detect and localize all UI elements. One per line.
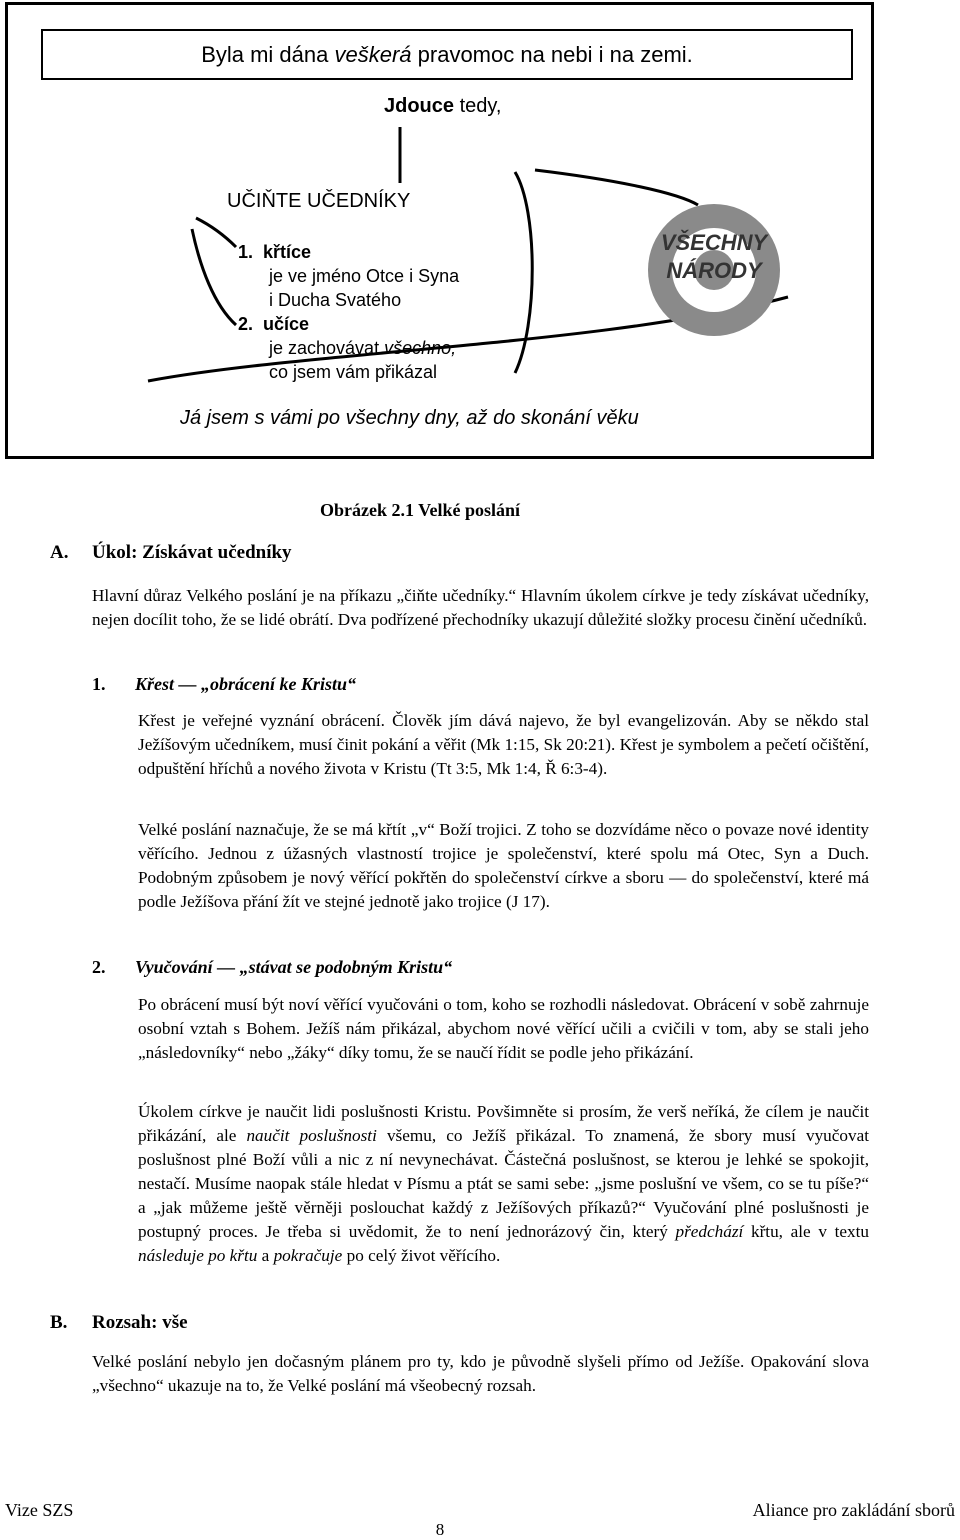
item2-line1: [238, 336, 459, 360]
sub1-num: 1.: [92, 674, 106, 694]
item2-line1-em: všechno,: [384, 338, 457, 358]
item1-line2: i Ducha Svatého: [269, 290, 402, 310]
sub2-p2-em2: předchází: [675, 1222, 744, 1241]
sub2-p2-b: všemu, co Ježíš přikázal. To znamená, že sbory musí vyučovat poslušnost plné Boží vůli a nic z ní nevynechávat. Částečná poslušnost, se kterou je lehké se spokojit, nestačí. Musíme naopak stále hledat v Písmu a ptát se sami sebe: „jsme poslušní ve všem, co se tu píše?“ a „jak můžeme ještě věrněji poslouchat každý z Ježíšových příkazů?“ Vyučování plné poslušnosti je postupný proces. Je třeba si uvědomit, že to není jednorázový čin, který: [138, 1126, 869, 1241]
participles-list: [238, 240, 459, 384]
target-label-line1: VŠECHNY: [660, 230, 768, 255]
item2-title-line: [238, 312, 459, 336]
section-b-paragraph: Velké poslání nebylo jen dočasným plánem pro ty, kdo je původně slyšeli přímo od Ježíše. Opakování slova „všechno“ ukazuje na to, že Velké poslání má všeobecný rozsah.: [92, 1352, 869, 1395]
jdouce-bold: Jdouce: [384, 95, 455, 117]
sub1-paragraph-2: Velké poslání naznačuje, že se má křtít „v“ Boží trojici. Z toho se dozvídáme něco o povaze nové identity věřícího. Jednou z úžasných vlastností trojice je společenství, které spolu má Otec, Syn a Duch. Podobným způsobem je nový věřící pokřtěn do společenství církve a sboru — do společenství, které má podle Ježíšova přání žít ve stejné jednotě jako trojice (J 17).: [138, 820, 869, 911]
connector-arc-upper: [535, 170, 698, 205]
sub2-paragraph-2: [138, 1100, 869, 1268]
figure-great-commission: [5, 2, 874, 459]
item1-line1: je ve jméno Otce i Syna: [269, 266, 460, 286]
sub1-title: Křest — „obrácení ke Kristu“: [135, 674, 357, 694]
section-a-letter: A.: [50, 542, 69, 563]
target-label-line2: NÁRODY: [666, 258, 762, 283]
figure-caption: Obrázek 2.1 Velké poslání: [320, 500, 521, 520]
footer-right: Aliance pro zakládání sborů: [752, 1500, 955, 1520]
sub2-title: Vyučování — „stávat se podobným Kristu“: [135, 957, 453, 977]
section-b-letter: B.: [50, 1312, 68, 1333]
item1-title-line: [238, 240, 459, 264]
section-a-title: Úkol: Získávat učedníky: [92, 542, 292, 563]
authority-box: [41, 29, 853, 80]
sub2-p2-em3: následuje po křtu: [138, 1246, 258, 1265]
sub2-p2-em4: pokračuje: [273, 1246, 343, 1265]
item2-line2: co jsem vám přikázal: [269, 362, 438, 382]
sub2-p2-a: Úkolem církve je naučit lidi poslušnosti Kristu. Povšimněte si prosím, že verš neříká, že cílem je naučit přikázání, ale: [138, 1102, 869, 1145]
section-b-title: Rozsah: vše: [92, 1312, 188, 1333]
connector-arc-left-lower: [192, 229, 236, 325]
sub2-p2-c: křtu, ale v textu: [743, 1222, 869, 1241]
sub2-paragraph-1: Po obrácení musí být noví věřící vyučováni o tom, koho se rozhodli následovat. Obrácení v sobě zahrnuje osobní vztah s Bohem. Ježíš nám přikázal, abychom nové věřící učili a cvičili v tom, aby se stali jeho „následovníky“ nebo „žáky“ díky tomu, že se naučí řídit se podle jeho přikázání.: [138, 995, 869, 1062]
item2-num: 2.: [238, 314, 254, 334]
sub2-p2-e: po celý život věřícího.: [342, 1246, 501, 1265]
footer-left: Vize SZS: [5, 1500, 74, 1520]
authority-text-em: veškerá: [334, 42, 412, 67]
item1-title: křtíce: [263, 242, 312, 262]
target-label: [634, 229, 794, 285]
page-number: 8: [435, 1520, 445, 1539]
authority-text-pre: Byla mi dána: [201, 42, 335, 67]
sub2-num: 2.: [92, 957, 106, 977]
authority-text-post: pravomoc na nebi i na zemi.: [411, 42, 693, 67]
section-a-intro: Hlavní důraz Velkého poslání je na příkazu „čiňte učedníky.“ Hlavním úkolem církve je tedy získávat učedníky, nejen docílit toho, že se lidé obrátí. Dva podřízené přechodníky ukazují důležité složky procesu činění učedníků.: [92, 586, 869, 629]
connector-arc-left-upper: [196, 218, 236, 247]
sub2-p2-em1: naučit poslušnosti: [246, 1126, 377, 1145]
item2-line1-pre: je zachovávat: [269, 338, 385, 358]
make-disciples-label: UČIŇTE UČEDNÍKY: [227, 190, 411, 212]
sub1-paragraph-1: Křest je veřejné vyznání obrácení. Člověk jím dává najevo, že byl evangelizován. Aby se někdo stal Ježíšovým učedníkem, musí činit pokání a věřit (Mk 1:15, Sk 20:21). Křest je symbolem a pečetí očištění, odpuštění hříchů a nového života v Kristu (Tt 3:5, Mk 1:4, Ř 6:3-4).: [138, 711, 869, 778]
jdouce-label: [384, 95, 501, 118]
connector-arc-right: [515, 172, 532, 373]
jdouce-rest: tedy,: [454, 95, 502, 117]
item1-num: 1.: [238, 242, 254, 262]
sub2-p2-d: a: [257, 1246, 274, 1265]
promise-text: Já jsem s vámi po všechny dny, až do skonání věku: [180, 407, 639, 429]
item2-title: učíce: [263, 314, 310, 334]
